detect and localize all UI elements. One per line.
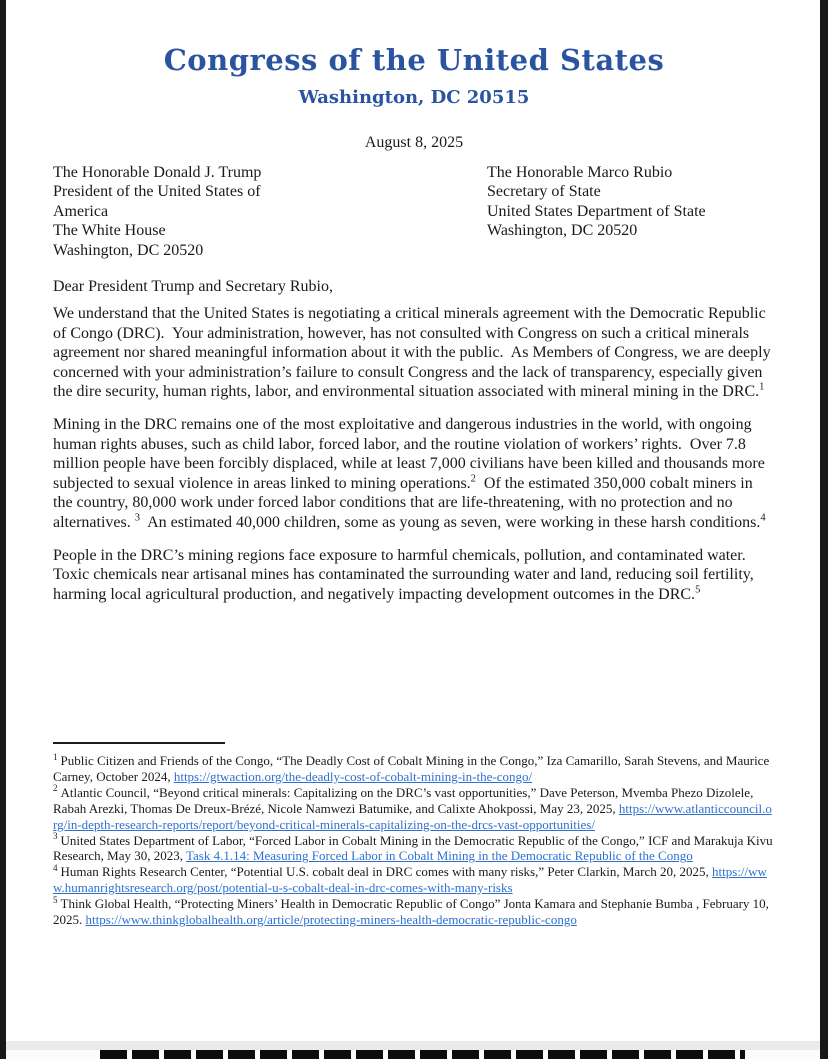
footnote-1: [53, 753, 775, 785]
footnote-1-link[interactable]: https://gtwaction.org/the-deadly-cost-of-cobalt-mining-in-the-congo/: [173, 768, 533, 784]
footnote-text: Think Global Health, “Protecting Miners’ Health in Democratic Republic of Congo” Jonta Kamara and Stephanie Bumba , February 10, 2025.: [53, 896, 773, 928]
paragraph-3: [53, 546, 775, 604]
paragraph-text: People in the DRC’s mining regions face exposure to harmful chemicals, pollution, and contaminated water. Toxic chemicals near artisanal mines has contaminated the surrounding water and land, reducing soil fertility, harming local agricultural production, and negatively impacting development outcomes in the DRC.: [53, 546, 758, 603]
next-page-sliver: [6, 1050, 820, 1059]
footnotes-section: [53, 742, 775, 928]
letter-page: [6, 0, 820, 1041]
footnote-text: Human Rights Research Center, “Potential U.S. cobalt deal in DRC comes with many risks,” Peter Clarkin, March 20, 2025,: [60, 864, 713, 880]
next-page-text-sliver: [100, 1050, 745, 1059]
footnote-number: 5: [53, 894, 58, 905]
footnote-text: Public Citizen and Friends of the Congo, “The Deadly Cost of Cobalt Mining in the Congo,” Iza Camarillo, Sarah Stevens, and Maurice Carney, October 2024,: [53, 753, 773, 784]
footnote-ref-5: 5: [695, 584, 701, 596]
recipient-line: The Honorable Marco Rubio: [487, 164, 673, 181]
footnote-ref-2: 2: [470, 473, 476, 485]
footnote-text: United States Department of Labor, “Forced Labor in Cobalt Mining in the Democratic Republic of the Congo,” ICF and Marakuja Kivu Research, May 30, 2023,: [53, 832, 776, 864]
footnote-number: 4: [53, 863, 58, 874]
footnote-3-link[interactable]: Task 4.1.14: Measuring Forced Labor in Cobalt Mining in the Democratic Republic of the Congo: [185, 848, 693, 864]
paragraph-text: An estimated 40,000 children, some as young as seven, were working in these harsh conditions.: [140, 513, 761, 531]
footnote-3: [53, 833, 775, 865]
letter-date: August 8, 2025: [364, 134, 464, 151]
recipient-line: Secretary of State: [487, 183, 601, 201]
page-gap: [6, 1041, 820, 1050]
recipient-line: The Honorable Donald J. Trump: [53, 164, 262, 181]
footnote-ref-3: 3: [134, 512, 140, 524]
paragraph-1: [53, 304, 775, 401]
footnote-text: Atlantic Council, “Beyond critical minerals: Capitalizing on the DRC’s vast opportunities,” Dave Peterson, Mvemba Phezo Dizolele, Rabah Arezki, Thomas De Dreux-Brézé, Nicole Namwezi Batumike, and Calixte Ahokpossi, May 23, 2025,: [53, 784, 757, 816]
viewer-background-right: [820, 0, 828, 1059]
recipient-line: The White House: [53, 222, 166, 240]
footnote-number: 2: [53, 783, 58, 794]
footnote-ref-1: 1: [759, 381, 765, 393]
recipient-blocks: [53, 163, 775, 260]
footnote-4: [53, 864, 775, 896]
recipient-line: President of the United States of: [53, 183, 261, 201]
footnote-number: 3: [53, 831, 58, 842]
recipient-line: Washington, DC 20520: [487, 222, 638, 240]
footnote-5-link[interactable]: https://www.thinkglobalhealth.org/article/protecting-miners-health-democratic-republic-congo: [85, 912, 577, 928]
recipient-secretary: [487, 163, 775, 260]
recipient-line: United States Department of State: [487, 202, 706, 220]
salutation: Dear President Trump and Secretary Rubio,: [53, 278, 333, 296]
viewer-background-left: [0, 0, 6, 1059]
paragraph-text: Mining in the DRC remains one of the most exploitative and dangerous industries in the world, with ongoing human rights abuses, such as child labor, forced labor, and the routine violation of workers’ rights. Over 7.8 million people have been forcibly displaced, while at least 7,000 civilians have been killed and thousands more subjected to sexual violence in areas linked to mining operations.: [53, 416, 769, 492]
footnote-4-link[interactable]: https://www.humanrightsresearch.org/post/potential-u-s-cobalt-deal-in-drc-comes-with-many-risks: [53, 864, 767, 896]
recipient-line: America: [53, 202, 109, 220]
footnote-separator: [53, 742, 225, 744]
footnote-number: 1: [53, 751, 58, 762]
paragraph-2: [53, 415, 775, 531]
footnote-2: [53, 785, 775, 833]
paragraph-text: Of the estimated 350,000 cobalt miners in the country, 80,000 work under forced labor conditions that are life-threatening, with no protection and no alternatives.: [53, 474, 757, 531]
recipient-line: Washington, DC 20520: [53, 241, 204, 259]
letter-body: [53, 304, 775, 604]
letterhead: [53, 44, 775, 109]
recipient-president: [53, 163, 303, 260]
footnote-5: [53, 896, 775, 928]
footnote-ref-4: 4: [760, 512, 766, 524]
footnote-2-link[interactable]: https://www.atlanticcouncil.org/in-depth-research-reports/report/beyond-critical-minerals-capitalizing-on-the-drcs-vast-opportunities/: [53, 800, 772, 832]
letterhead-address: Washington, DC 20515: [298, 87, 530, 108]
letterhead-title: Congress of the United States: [163, 43, 665, 77]
paragraph-text: We understand that the United States is negotiating a critical minerals agreement with the Democratic Republic of Congo (DRC). Your administration, however, has not consulted with Congress on such a critical minerals agreement nor shared meaningful information about it with the public. As Members of Congress, we are deeply concerned with your administration’s failure to consult Congress and the lack of transparency, especially given the dire security, human rights, labor, and environmental situation associated with mineral mining in the DRC.: [53, 305, 775, 401]
